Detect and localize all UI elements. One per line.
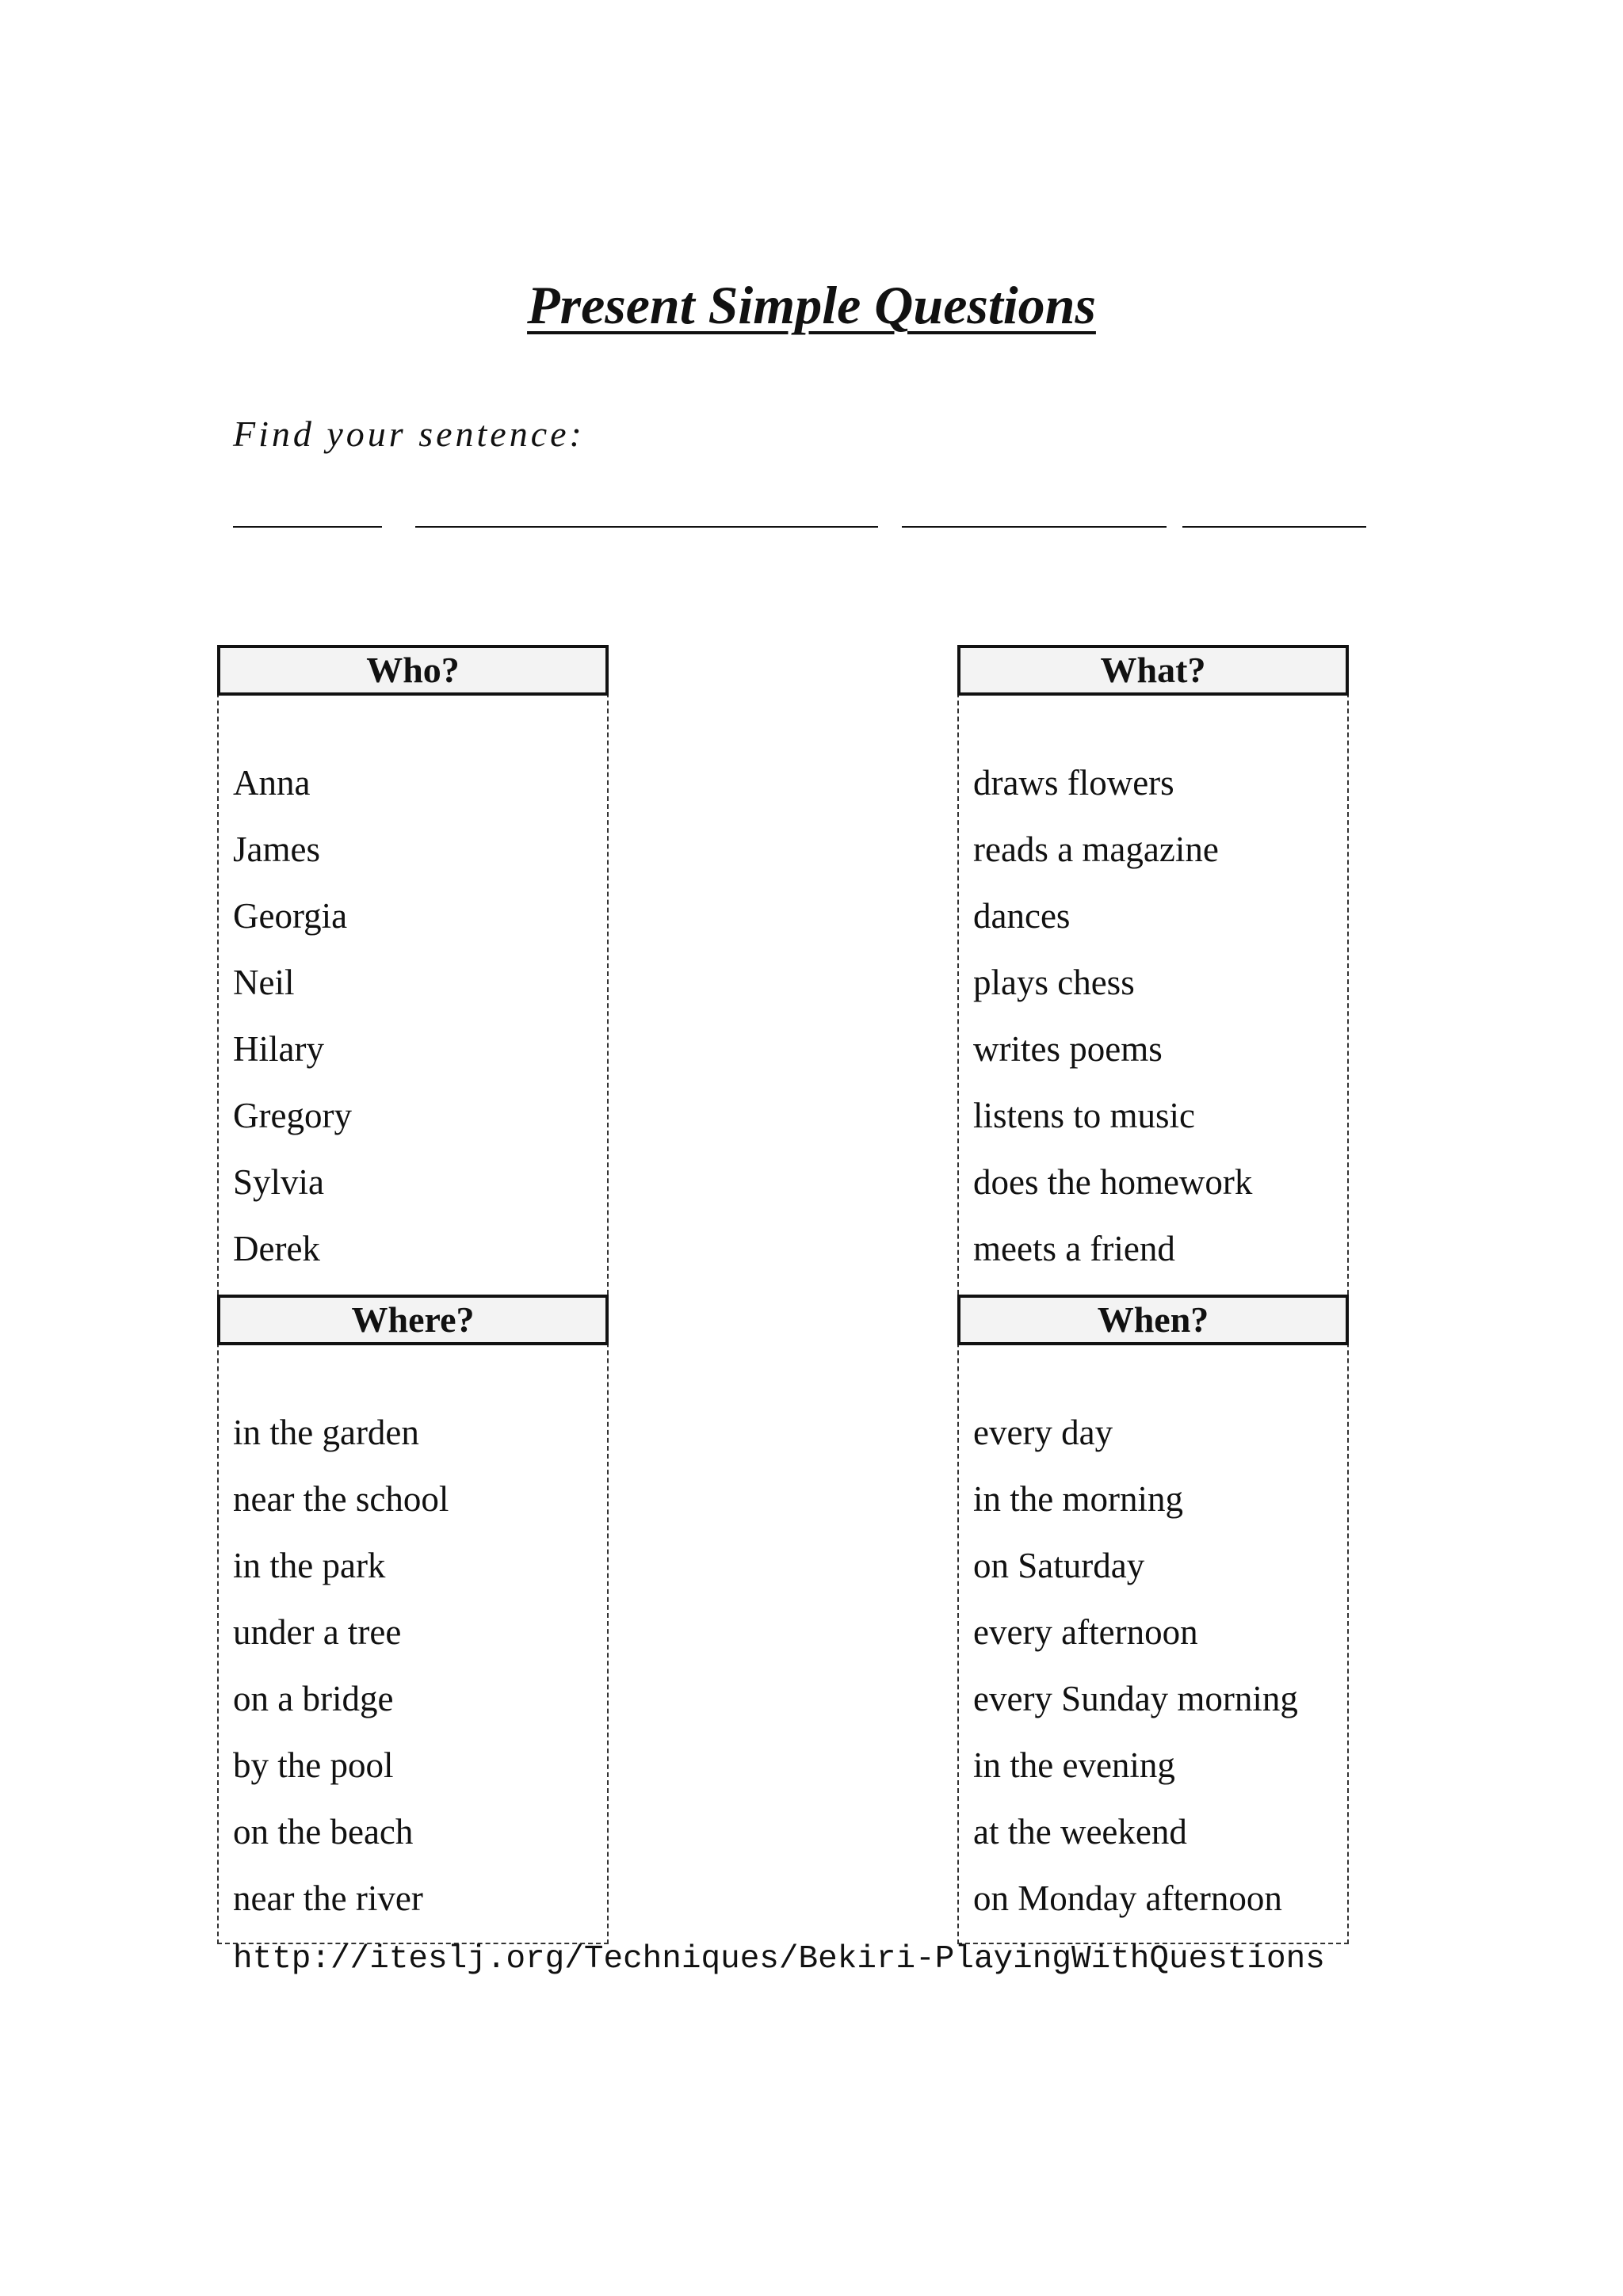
list-item: Derek bbox=[233, 1229, 320, 1268]
list-item: under a tree bbox=[233, 1612, 402, 1652]
who-column bbox=[217, 645, 609, 1295]
who-header: Who? bbox=[217, 645, 609, 696]
list-item: Hilary bbox=[233, 1029, 324, 1069]
list-item: on a bridge bbox=[233, 1679, 394, 1718]
where-list bbox=[233, 1399, 449, 1932]
list-item: Gregory bbox=[233, 1096, 352, 1135]
list-item: Anna bbox=[233, 763, 311, 803]
list-item: plays chess bbox=[973, 963, 1135, 1002]
list-item: writes poems bbox=[973, 1029, 1163, 1069]
when-header: When? bbox=[957, 1295, 1349, 1345]
list-item: on Saturday bbox=[973, 1546, 1145, 1585]
what-list bbox=[973, 749, 1252, 1282]
source-url: http://iteslj.org/Techniques/Bekiri-PlayingWithQuestions bbox=[233, 1941, 1325, 1978]
answer-blank-who bbox=[233, 526, 382, 528]
list-item: on Monday afternoon bbox=[973, 1878, 1282, 1918]
where-header: Where? bbox=[217, 1295, 609, 1345]
list-item: in the garden bbox=[233, 1413, 419, 1452]
list-item: near the river bbox=[233, 1878, 423, 1918]
list-item: draws flowers bbox=[973, 763, 1174, 803]
list-item: in the park bbox=[233, 1546, 386, 1585]
worksheet-title: Present Simple Questions bbox=[527, 275, 1096, 335]
when-column bbox=[957, 1295, 1349, 1944]
list-item: on the beach bbox=[233, 1812, 414, 1852]
list-item: near the school bbox=[233, 1479, 449, 1519]
list-item: Neil bbox=[233, 963, 295, 1002]
list-item: Georgia bbox=[233, 896, 348, 936]
list-item: in the evening bbox=[973, 1745, 1175, 1785]
list-item: at the weekend bbox=[973, 1812, 1187, 1852]
list-item: meets a friend bbox=[973, 1229, 1175, 1268]
list-item: dances bbox=[973, 896, 1071, 936]
list-item: reads a magazine bbox=[973, 830, 1219, 869]
list-item: in the morning bbox=[973, 1479, 1183, 1519]
what-column bbox=[957, 645, 1349, 1295]
answer-blank-when bbox=[1182, 526, 1366, 528]
list-item: Sylvia bbox=[233, 1162, 325, 1202]
list-item: does the homework bbox=[973, 1162, 1253, 1202]
who-list bbox=[233, 749, 352, 1282]
where-column bbox=[217, 1295, 609, 1944]
instruction-text: Find your sentence: bbox=[233, 414, 585, 454]
answer-blank-where bbox=[902, 526, 1167, 528]
list-item: by the pool bbox=[233, 1745, 394, 1785]
list-item: every day bbox=[973, 1413, 1113, 1452]
list-item: listens to music bbox=[973, 1096, 1195, 1135]
answer-blank-what bbox=[415, 526, 878, 528]
what-header: What? bbox=[957, 645, 1349, 696]
list-item: every Sunday morning bbox=[973, 1679, 1298, 1718]
list-item: James bbox=[233, 830, 320, 869]
list-item: every afternoon bbox=[973, 1612, 1198, 1652]
when-list bbox=[973, 1399, 1298, 1932]
